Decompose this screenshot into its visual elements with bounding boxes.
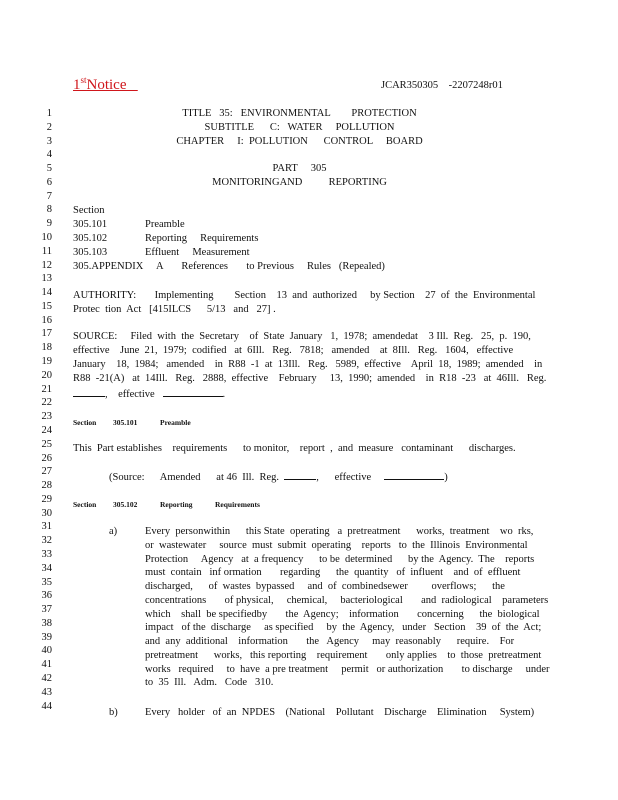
toc-num-102: 305.102	[73, 233, 108, 244]
para-a-line: Protection Agency at a frequency to be determined by the Agency. The reports	[145, 553, 535, 565]
toc-label-101: Preamble	[145, 219, 185, 230]
line-number: 40	[41, 645, 52, 657]
para-b-label: b)	[109, 707, 118, 718]
part-name-line: MONITORINGAND REPORTING	[212, 177, 387, 188]
line-number: 27	[41, 466, 52, 478]
line-number: 34	[41, 562, 52, 574]
blank-101-volume	[284, 470, 316, 480]
blank-effective-date	[163, 387, 223, 397]
blank-101-date	[384, 470, 444, 480]
line-number: 39	[41, 631, 52, 643]
line-number: 15	[41, 300, 52, 312]
line-number: 24	[41, 424, 52, 436]
source-line-3: January 18, 1984; amended in R88 -1 at 13Ill. Reg. 5989, effective April 18, 1989; amended in	[73, 359, 543, 370]
source-line-5: , effective .	[73, 387, 225, 400]
line-number: 16	[41, 314, 52, 326]
line-number: 28	[41, 480, 52, 492]
source-line-1: SOURCE: Filed with the Secretary of State January 1, 1978; amendedat 3 Ill. Reg. 25, p. 190,	[73, 331, 531, 342]
para-a-line: impact of the discharge as specified by the Agency, under Section 39 of the Act;	[145, 622, 542, 634]
section-101-number: 305.101	[113, 418, 138, 427]
toc-heading: Section	[73, 205, 105, 216]
line-number: 43	[41, 686, 52, 698]
notice-label	[73, 75, 138, 94]
section-102-number: 305.102	[113, 500, 138, 509]
section-101-effective-label: , effective	[316, 472, 372, 483]
para-a-line: to 35 Ill. Adm. Code 310.	[145, 677, 274, 689]
notice-superscript: st	[80, 75, 87, 85]
source-line-2: effective June 21, 1979; codified at 6Ill. Reg. 7818; amended at 8Ill. Reg. 1604, effective	[73, 345, 514, 356]
blank-volume	[73, 387, 105, 397]
toc-num-103: 305.103	[73, 247, 108, 258]
line-number: 7	[46, 190, 52, 202]
line-number: 19	[41, 356, 52, 368]
line-number: 17	[41, 328, 52, 340]
section-101-source-label: (Source: Amended at 46 Ill. Reg.	[109, 472, 280, 483]
section-102-title-2: Requirements	[215, 500, 260, 509]
line-number: 26	[41, 452, 52, 464]
line-number: 30	[41, 507, 52, 519]
line-number: 35	[41, 576, 52, 588]
line-number: 6	[46, 176, 52, 188]
source-line-4: R88 -21(A) at 14Ill. Reg. 2888, effective February 13, 1990; amended in R18 -23 at 46Ill. Reg.	[73, 373, 547, 384]
line-number: 23	[41, 411, 52, 423]
toc-num-appendix: 305.APPENDIX	[73, 261, 144, 272]
para-b-line: Every holder of an NPDES (National Pollutant Discharge Elimination System)	[145, 707, 535, 718]
line-number: 21	[41, 383, 52, 395]
chapter-line: CHAPTER I: POLLUTION CONTROL BOARD	[176, 136, 423, 147]
line-number: 20	[41, 369, 52, 381]
line-number: 37	[41, 604, 52, 616]
line-number: 32	[41, 535, 52, 547]
section-101-title: Preamble	[160, 418, 191, 427]
para-a-line: which shall be specifiedby the Agency; information concerning the biological	[145, 608, 540, 620]
line-number: 14	[41, 287, 52, 299]
line-number: 38	[41, 617, 52, 629]
line-number: 10	[41, 232, 52, 244]
para-a-line: and any additional information the Agency may reasonably require. For	[145, 636, 515, 647]
line-number: 1	[46, 108, 52, 119]
line-number: 12	[41, 259, 52, 271]
section-101-label: Section	[73, 418, 97, 427]
para-a-line: concentrations of physical, chemical, bacteriological and radiological parameters	[145, 594, 549, 606]
line-number: 44	[41, 700, 52, 712]
line-number: 25	[41, 438, 52, 450]
section-101-source-close: )	[444, 472, 448, 483]
authority-line-1: AUTHORITY: Implementing Section 13 and authorized by Section 27 of the Environmental	[73, 290, 536, 301]
line-number: 3	[46, 135, 52, 147]
subtitle-line: SUBTITLE C: WATER POLLUTION	[204, 122, 395, 133]
section-101-source	[109, 470, 448, 483]
line-number: 33	[41, 548, 52, 560]
line-number: 2	[46, 121, 52, 133]
para-a-line: or wastewater source must submit operating reports to the Illinois Environmental	[145, 539, 528, 551]
para-a-line: must contain inf ormation regarding the quantity of influent and of effluent	[145, 567, 521, 579]
para-a-line: Every personwithin this State operating a pretreatment works, treatment wo rks,	[145, 526, 534, 537]
part-line: PART 305	[272, 163, 327, 174]
notice-word: Notice	[86, 77, 127, 93]
line-number: 9	[46, 218, 52, 230]
line-number: 42	[41, 672, 52, 684]
para-a-label: a)	[109, 526, 118, 537]
line-number: 18	[41, 342, 52, 354]
para-a-line: works required to have a pre treatment permit or authorization to discharge under	[145, 663, 550, 675]
section-102-label: Section	[73, 500, 97, 509]
source-effective-label: , effective	[105, 389, 155, 400]
toc-num-101: 305.101	[73, 219, 108, 230]
line-number: 41	[41, 659, 52, 671]
line-number: 4	[46, 149, 52, 161]
para-a-line: pretreatment works, this reporting requirement only applies to those pretreatment	[145, 649, 542, 661]
line-number: 13	[41, 273, 52, 285]
line-number: 31	[41, 521, 52, 533]
section-101-text: This Part establishes requirements to monitor, report , and measure contaminant discharges.	[73, 443, 516, 454]
authority-line-2: Protec tion Act [415ILCS 5/13 and 27] .	[73, 304, 276, 315]
para-a-line: discharged, of wastes bypassed and of combinedsewer overflows; the	[145, 581, 505, 592]
line-number: 29	[41, 493, 52, 505]
toc-label-102: Reporting Requirements	[145, 233, 259, 244]
line-number: 22	[41, 397, 52, 409]
jcar-code: JCAR350305 -2207248r01	[381, 80, 503, 91]
notice-number: 1	[73, 77, 81, 93]
line-number: 36	[41, 590, 52, 602]
line-number: 8	[46, 204, 52, 216]
line-number: 11	[41, 245, 52, 257]
toc-label-appendix: A References to Previous Rules (Repealed)	[156, 261, 385, 272]
section-102-title: Reporting	[160, 500, 193, 509]
toc-label-103: Effluent Measurement	[145, 247, 250, 258]
line-number: 5	[46, 163, 52, 175]
title-line: TITLE 35: ENVIRONMENTAL PROTECTION	[182, 108, 417, 119]
